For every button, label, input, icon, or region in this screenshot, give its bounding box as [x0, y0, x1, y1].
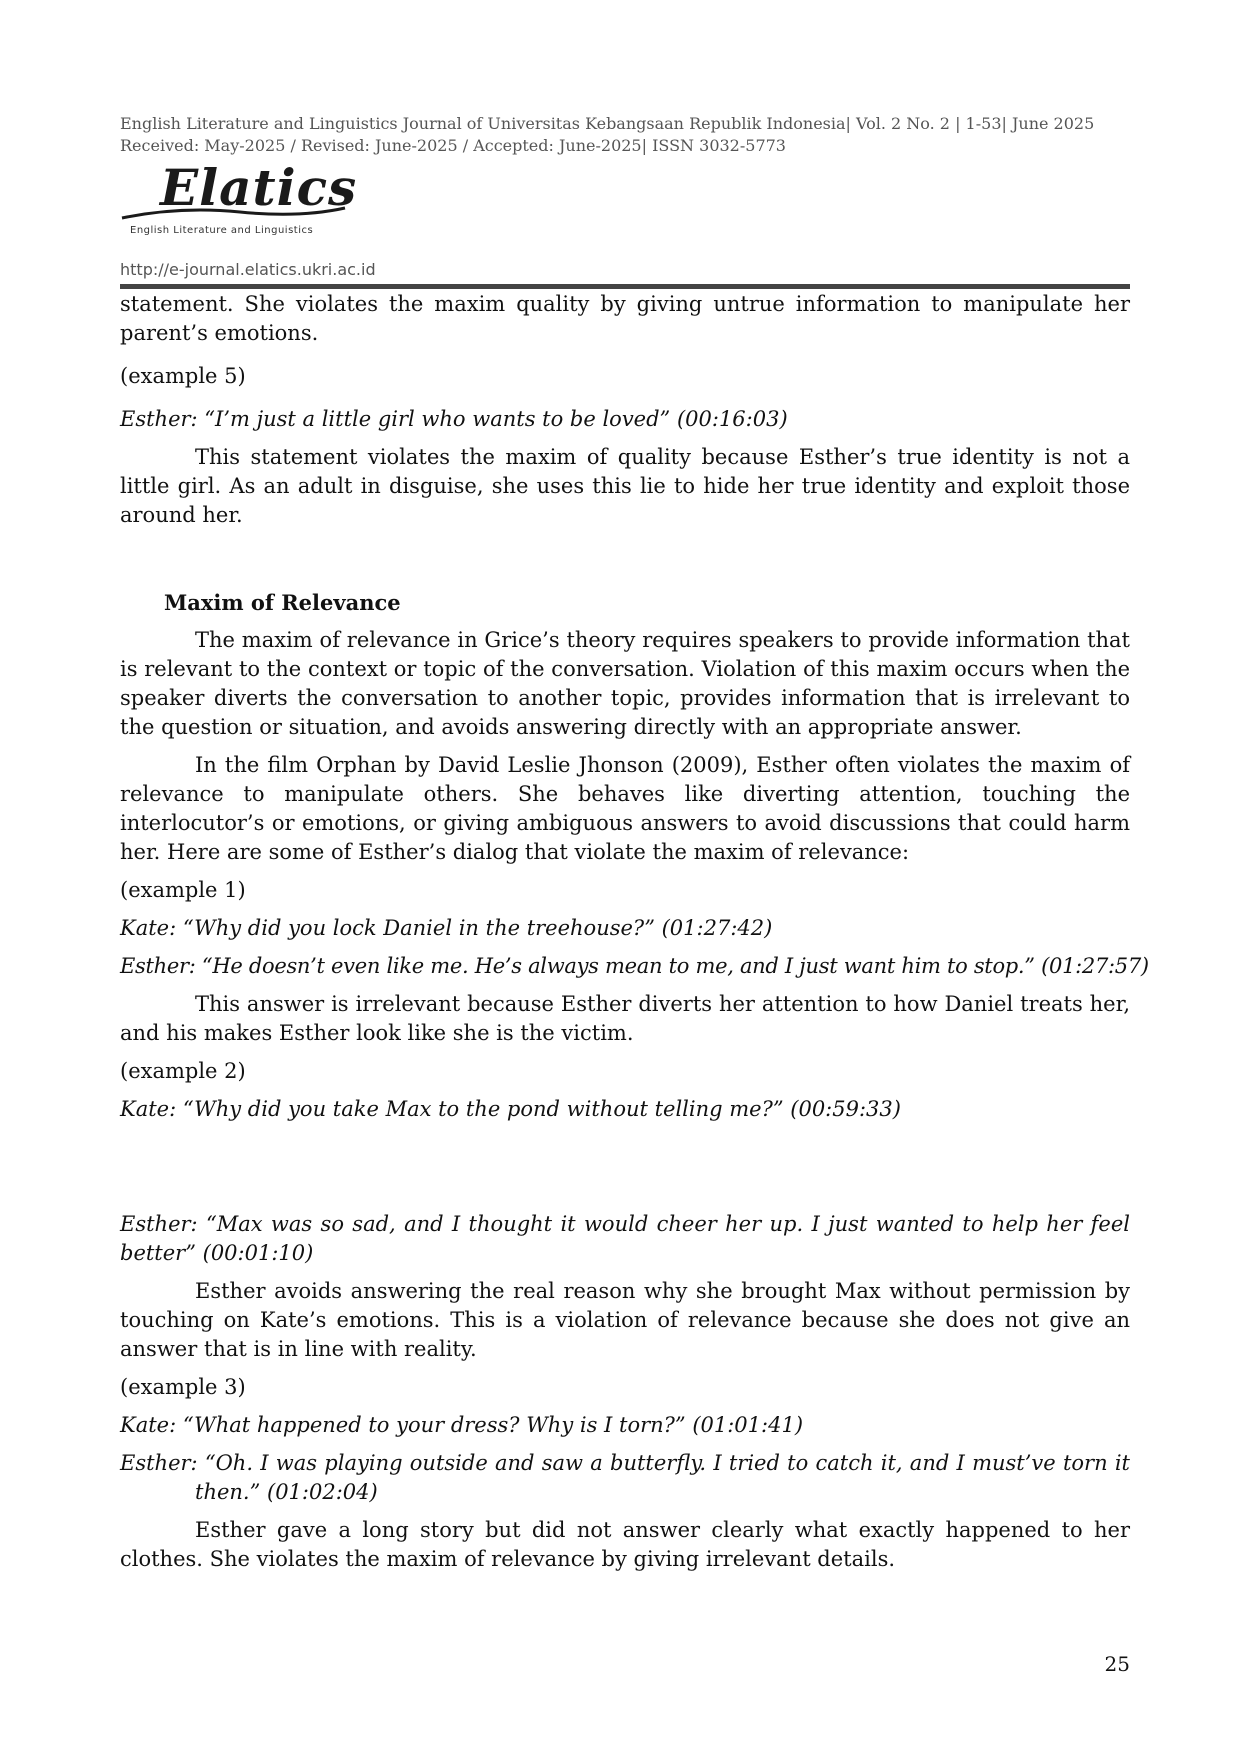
section-heading: Maxim of Relevance — [164, 590, 401, 615]
paragraph: The maxim of relevance in Grice’s theory requires speakers to provide information that is relevant to the context or topic of the conversation. Violation of this maxim occurs when the speaker diverts the conversation to another topic, provides information that is irrelevant to the question or situation, and avoids answering directly with an appropriate answer. — [120, 628, 1130, 739]
page-number: 25 — [1104, 1652, 1130, 1676]
paragraph: This answer is irrelevant because Esther diverts her attention to how Daniel treats her, and his makes Esther look like she is the victim. — [120, 992, 1130, 1045]
journal-citation-line: English Literature and Linguistics Journal of Universitas Kebangsaan Republik Indonesia| Vol. 2 No. 2 | 1-53| June 2025 — [120, 114, 1095, 133]
example-label: (example 5) — [120, 364, 246, 388]
paragraph: This statement violates the maxim of quality because Esther’s true identity is not a little girl. As an adult in disguise, she uses this lie to hide her true identity and exploit those around her. — [120, 445, 1130, 527]
dialog-line: Kate: “What happened to your dress? Why is I torn?” (01:01:41) — [120, 1413, 804, 1437]
dialog-line: Kate: “Why did you take Max to the pond without telling me?” (00:59:33) — [120, 1097, 901, 1121]
paragraph: Esther avoids answering the real reason why she brought Max without permission by touching on Kate’s emotions. This is a violation of relevance because she does not give an answer that is in line with reality. — [120, 1279, 1130, 1361]
dialog-line: Kate: “Why did you lock Daniel in the treehouse?” (01:27:42) — [120, 916, 773, 940]
dialog-line: Esther: “I’m just a little girl who wants to be loved” (00:16:03) — [120, 407, 788, 431]
paragraph: Esther gave a long story but did not answer clearly what exactly happened to her clothes. She violates the maxim of relevance by giving irrelevant details. — [120, 1518, 1130, 1571]
header-divider — [120, 284, 1130, 289]
paragraph: statement. She violates the maxim quality by giving untrue information to manipulate her parent’s emotions. — [120, 292, 1130, 345]
dialog-line: Esther: “Oh. I was playing outside and saw a butterfly. I tried to catch it, and I must’ve torn it then.” (01:02:04) — [120, 1451, 1130, 1504]
journal-logo — [120, 158, 358, 242]
dialog-line: Esther: “Max was so sad, and I thought it would cheer her up. I just wanted to help her feel better” (00:01:10) — [120, 1212, 1130, 1265]
logo-subtitle: English Literature and Linguistics — [130, 225, 314, 236]
journal-header — [120, 113, 1130, 157]
paragraph: In the film Orphan by David Leslie Jhonson (2009), Esther often violates the maxim of relevance to manipulate others. She behaves like diverting attention, touching the interlocutor’s or emotions, or giving ambiguous answers to avoid discussions that could harm her. Here are some of Esther’s dialog that violate the maxim of relevance: — [120, 753, 1130, 864]
example-label: (example 1) — [120, 878, 246, 902]
example-label: (example 2) — [120, 1059, 246, 1083]
logo-wordmark: Elatics — [160, 158, 358, 217]
example-label: (example 3) — [120, 1375, 246, 1399]
page-body — [120, 290, 1149, 1574]
dialog-line: Esther: “He doesn’t even like me. He’s always mean to me, and I just want him to stop.” (01:27:57) — [120, 954, 1149, 978]
journal-dates-line: Received: May-2025 / Revised: June-2025 / Accepted: June-2025| ISSN 3032-5773 — [120, 136, 786, 155]
journal-url[interactable]: http://e-journal.elatics.ukri.ac.id — [120, 260, 376, 279]
